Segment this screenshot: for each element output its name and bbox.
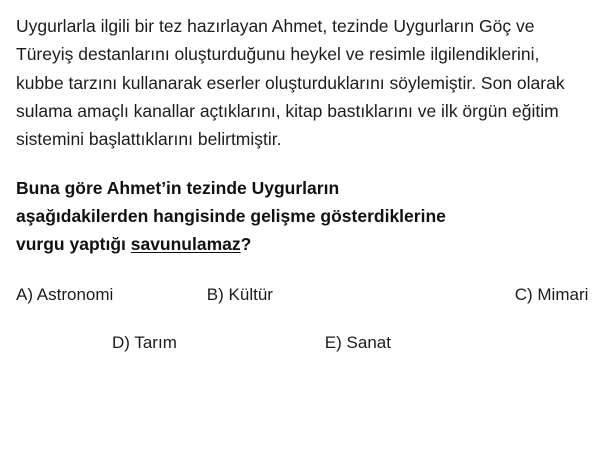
option-d[interactable]: D) Tarım: [112, 332, 177, 352]
prompt-line-3-before: vurgu yaptığı: [16, 234, 131, 255]
option-b[interactable]: B) Kültür: [206, 284, 273, 304]
question-prompt: [16, 174, 589, 259]
passage-text: Uygurlarla ilgili bir tez hazırlayan Ahmet, tezinde Uygurların Göç ve Türeyiş destanlarını oluşturduğunu heykel ve resimle ilgilendiklerini, kubbe tarzını kullanarak eserler oluşturduklarını söylemiştir. Son olarak sulama amaçlı kanallar açtıklarını, kitap bastıklarını ve ilk örgün eğitim sistemini başlattıklarını belirtmiştir.: [16, 16, 565, 150]
prompt-line-1: Buna göre Ahmet’in tezinde Uygurların: [16, 177, 340, 198]
option-spacer: [398, 333, 589, 353]
options-row-2: [16, 333, 589, 353]
option-c[interactable]: C) Mimari: [514, 284, 589, 304]
prompt-line-3-after: ?: [240, 234, 252, 255]
option-e[interactable]: E) Sanat: [324, 332, 391, 352]
answer-options: [16, 285, 589, 353]
prompt-line-2: aşağıdakilerden hangisinde gelişme gösterdiklerine: [16, 206, 446, 227]
prompt-emphasis: savunulamaz: [130, 234, 241, 255]
option-a[interactable]: A) Astronomi: [16, 284, 114, 304]
options-row-1: [16, 285, 589, 305]
